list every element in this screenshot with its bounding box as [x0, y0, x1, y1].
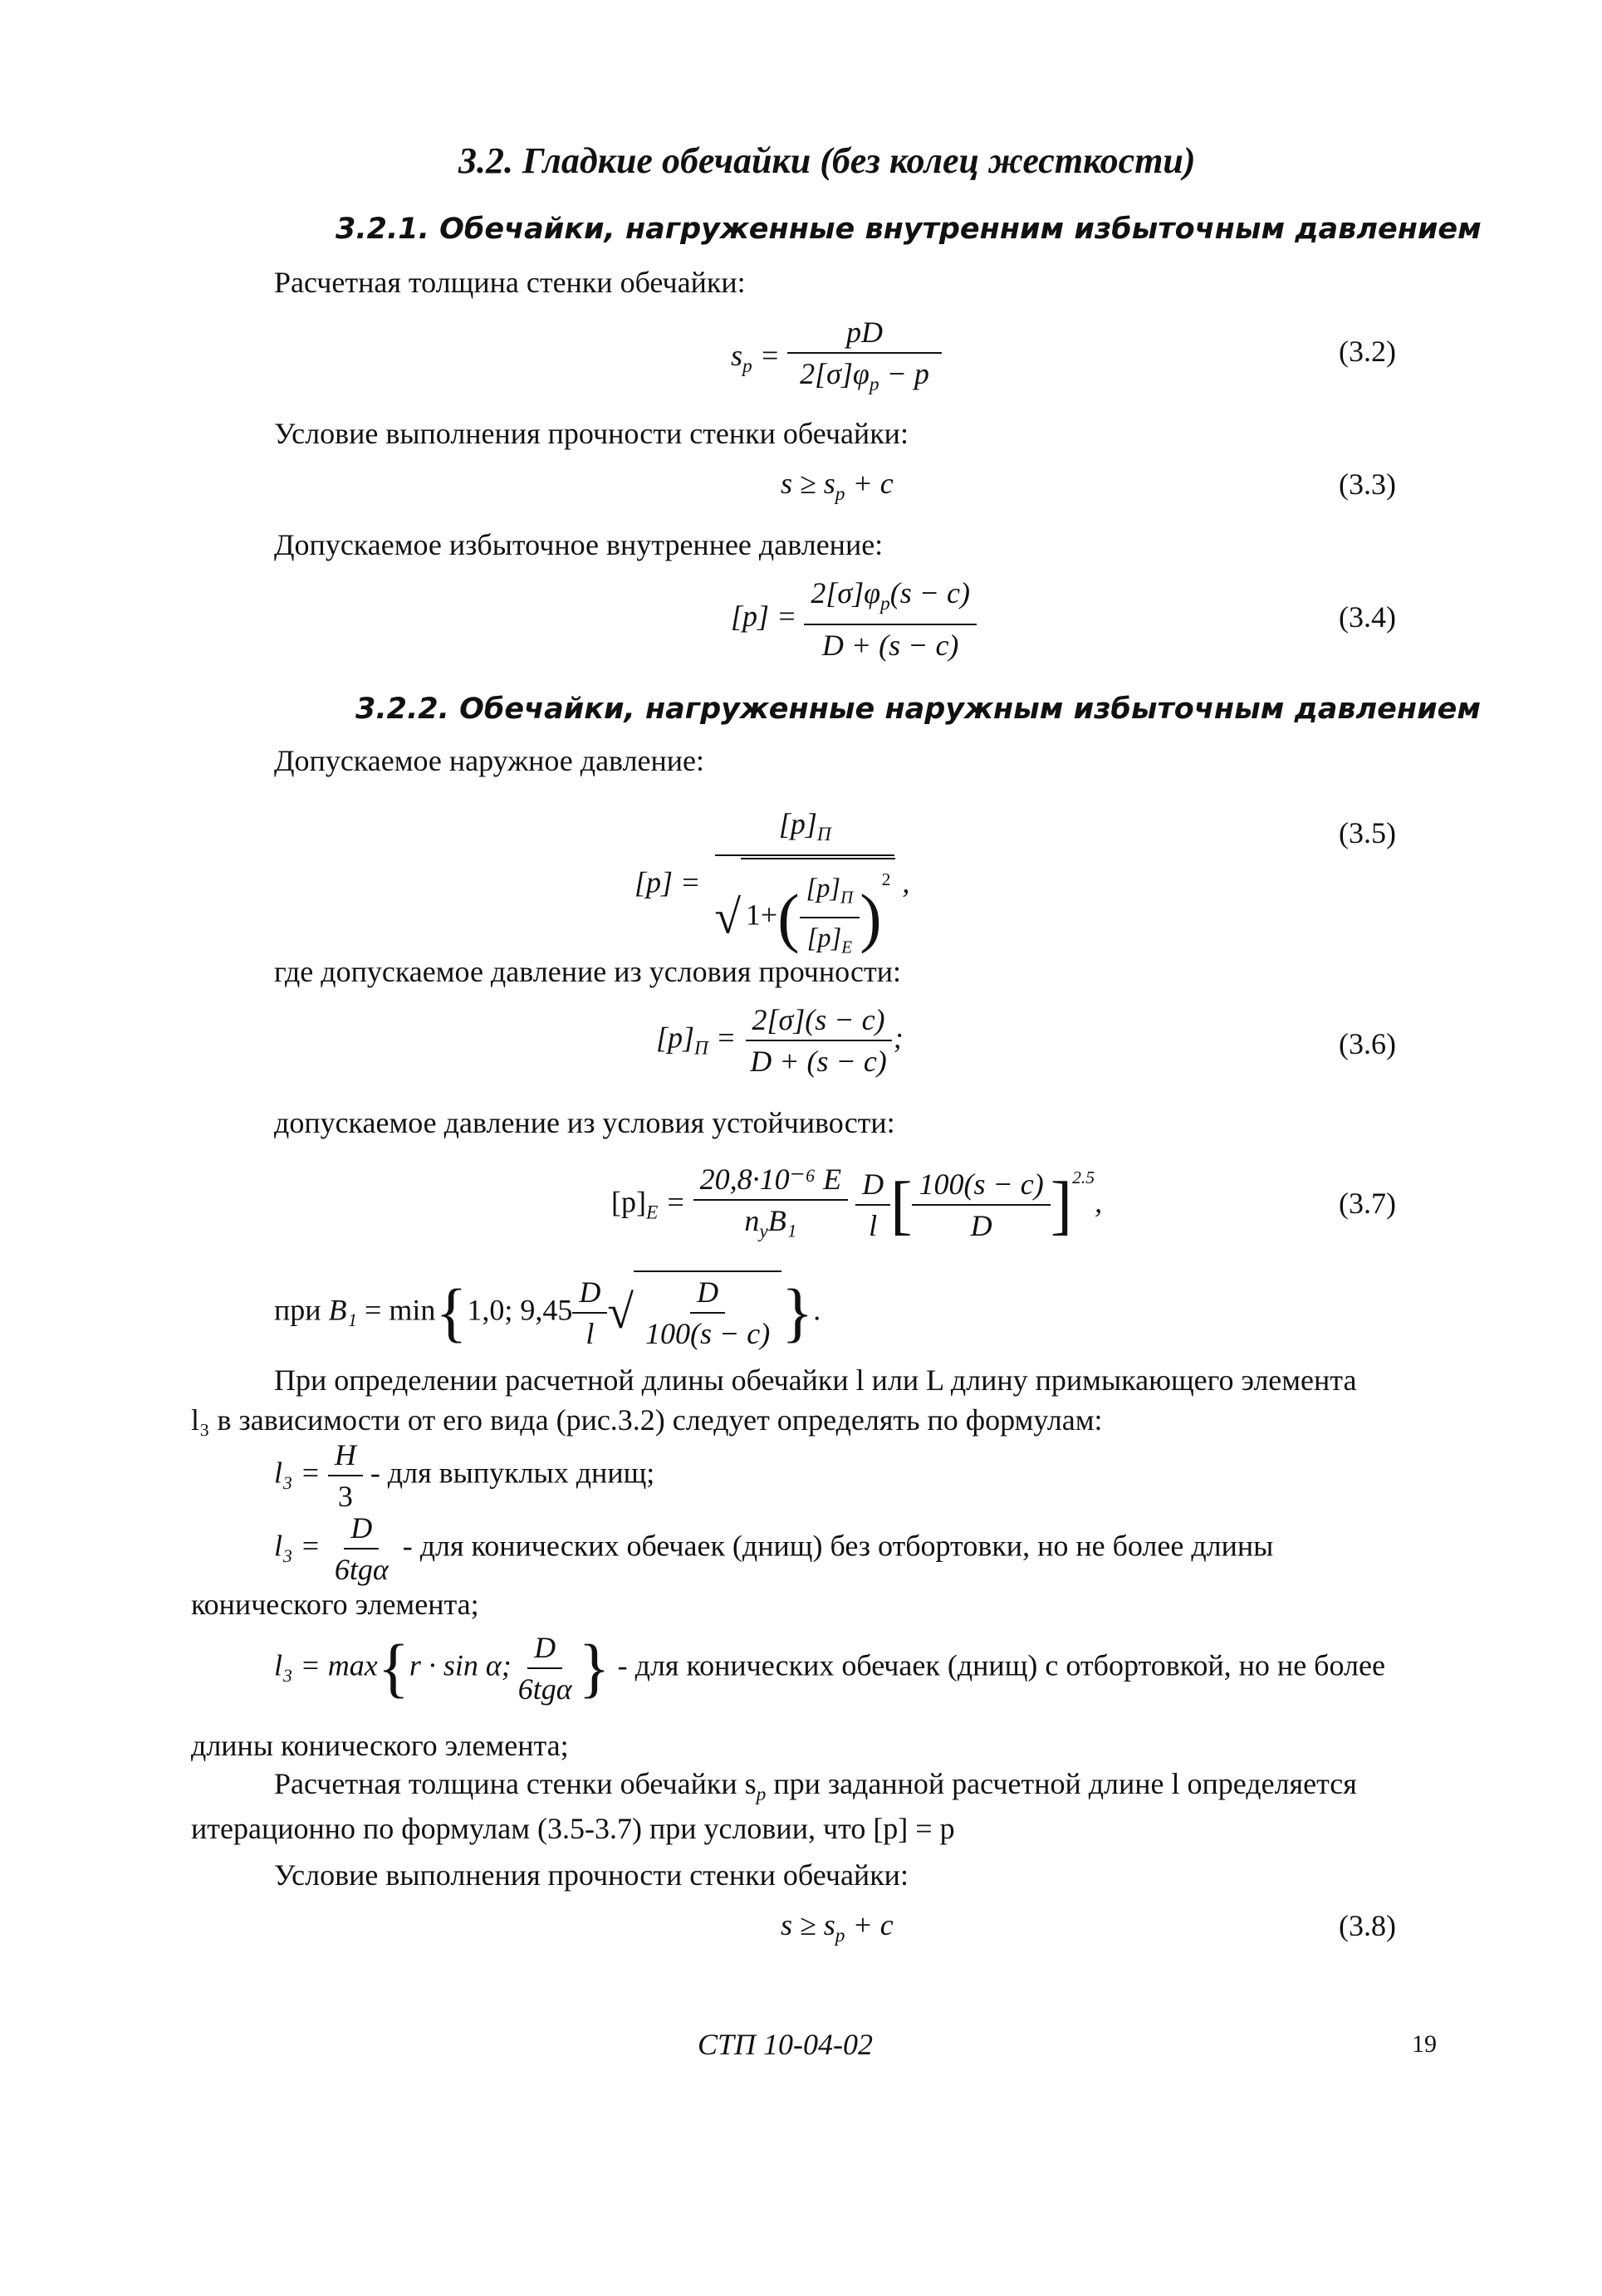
- b1-sqrt: [634, 1270, 781, 1352]
- eq-3-2-lhs: s: [731, 338, 743, 372]
- eq-3-7-den1-sub: y: [759, 1220, 768, 1242]
- l3-flanged-text: - для конических обечаек (днищ) с отбортовкой, но не более: [610, 1648, 1385, 1682]
- subsection-title-external: 3.2.2. Обечайки, нагруженные наружным избыточным давлением: [355, 693, 1481, 726]
- l3-convex: [274, 1437, 654, 1515]
- eq-3-4-num-sub: p: [880, 593, 890, 615]
- eq-3-2-lhs-sub: p: [742, 355, 752, 378]
- eq-3-3-lhs-sub: p: [835, 483, 845, 506]
- l3-flanged: [274, 1629, 1385, 1707]
- l3-convex-num: H: [328, 1437, 363, 1476]
- l3-conical-num: D: [344, 1510, 379, 1549]
- eq-3-7-num1: 20,8·10⁻⁶ E: [693, 1161, 849, 1201]
- para-iteration-line-1: [274, 1765, 1357, 1813]
- eq-3-5-one: 1+: [745, 898, 778, 932]
- eq-3-7-num3: 100(s − c): [912, 1166, 1050, 1206]
- equation-3-6: [656, 1001, 904, 1079]
- l3-flanged-lhs: l₃ = max: [274, 1648, 378, 1682]
- bracket-open-icon: [: [890, 1168, 913, 1242]
- l3-flanged-den: 6tgα: [517, 1672, 572, 1706]
- b1-frac-den: l: [585, 1317, 595, 1350]
- eq-3-5-power: 2: [881, 869, 891, 890]
- text-strength-condition: Условие выполнения прочности стенки обечайки:: [274, 417, 909, 450]
- paren-close-icon: ): [860, 881, 882, 955]
- eq-3-3-lhs: s ≥ s: [781, 467, 835, 500]
- equation-number-3-6: (3.6): [1339, 1027, 1396, 1060]
- eq-3-7-fraction-3: [912, 1166, 1050, 1244]
- text-internal-pressure: Допускаемое избыточное внутреннее давление:: [274, 528, 884, 561]
- eq-3-6-den: D + (s − c): [750, 1045, 887, 1078]
- eq-3-7-power: 2.5: [1072, 1168, 1095, 1187]
- sqrt-icon: √: [607, 1286, 634, 1339]
- text-conical-element-2: длины конического элемента;: [191, 1729, 569, 1762]
- equation-number-3-5: (3.5): [1339, 816, 1396, 849]
- text-stability: допускаемое давление из условия устойчивости:: [274, 1106, 895, 1139]
- eq-3-5-inner-den: [p]: [806, 923, 842, 954]
- para-length-line-2: l₃ в зависимости от его вида (рис.3.2) следует определять по формулам:: [191, 1403, 1103, 1437]
- eq-3-4-den: D + (s − c): [821, 629, 959, 663]
- eq-3-5-num-sub: П: [816, 824, 831, 846]
- text-strength-condition-2: Условие выполнения прочности стенки обечайки:: [274, 1858, 909, 1892]
- page-number: 19: [1412, 2030, 1437, 2058]
- eq-3-5-num: [p]: [778, 807, 817, 840]
- eq-3-5-inner-num-sub: П: [840, 887, 854, 908]
- eq-3-7-den3: D: [970, 1209, 992, 1243]
- eq-3-2-numerator: pD: [787, 314, 942, 354]
- eq-3-7-den1: n: [744, 1203, 760, 1237]
- eq-3-2-den-sub: p: [869, 374, 879, 396]
- footer-document-code: СТП 10-04-02: [698, 2028, 874, 2061]
- b1-body: 1,0; 9,45: [467, 1293, 573, 1327]
- sqrt-icon: √: [714, 891, 741, 944]
- eq-3-2-den: 2[σ]φ: [800, 357, 870, 390]
- para-iter-1-tail: при заданной расчетной длине l определяется: [766, 1767, 1357, 1800]
- eq-3-2-den-tail: − p: [879, 357, 929, 390]
- l3-flanged-body: r · sin α;: [409, 1648, 512, 1682]
- l3-flanged-num: D: [527, 1629, 562, 1669]
- eq-3-7-lhs-sub: E: [645, 1202, 659, 1224]
- eq-3-5-fraction: [708, 805, 902, 966]
- brace-open-icon: {: [435, 1276, 468, 1349]
- b1-prefix: при: [274, 1293, 329, 1327]
- eq-3-6-tail: ;: [893, 1021, 904, 1055]
- equation-number-3-3: (3.3): [1339, 468, 1396, 501]
- eq-3-7-den2: l: [869, 1209, 878, 1243]
- text-external-pressure: Допускаемое наружное давление:: [274, 744, 705, 777]
- equation-3-7: [611, 1159, 1102, 1250]
- b1-min: = min: [357, 1293, 436, 1327]
- eq-3-2-fraction: [787, 314, 942, 403]
- para-length-line-1: При определении расчетной длины обечайки l или L длину примыкающего элемента: [274, 1363, 1357, 1397]
- equation-3-2: [731, 314, 942, 403]
- l3-conical: [274, 1510, 1273, 1588]
- eq-3-4-fraction: [804, 575, 977, 663]
- equation-3-4: [731, 575, 977, 663]
- l3-convex-lhs: l₃ =: [274, 1456, 328, 1490]
- eq-3-7-fraction-2: [855, 1166, 890, 1244]
- paren-open-icon: (: [777, 881, 800, 955]
- eq-3-8-lhs-sub: p: [835, 1925, 845, 1947]
- eq-3-5-inner-den-sub: E: [841, 937, 853, 957]
- eq-3-6-fraction: [743, 1001, 894, 1079]
- eq-3-5-sqrt: [741, 858, 895, 966]
- eq-3-2-equals: =: [752, 338, 788, 372]
- eq-3-5-lhs: [p] =: [634, 865, 708, 899]
- equation-number-3-2: (3.2): [1339, 335, 1396, 368]
- eq-3-8-lhs: s ≥ s: [781, 1908, 835, 1941]
- equation-3-5: [634, 805, 909, 966]
- text-conical-element-1: конического элемента;: [191, 1588, 479, 1621]
- eq-3-7-num2: D: [855, 1166, 890, 1206]
- eq-3-6-lhs: [p]: [656, 1021, 695, 1055]
- b1-fraction: [572, 1274, 607, 1352]
- l3-conical-text: - для конических обечаек (днищ) без отбортовки, но не более длины: [394, 1529, 1274, 1563]
- equation-number-3-8: (3.8): [1339, 1909, 1396, 1942]
- equation-3-3: [781, 465, 894, 512]
- eq-3-4-num: 2[σ]φ: [811, 576, 881, 609]
- eq-3-5-tail: ,: [902, 865, 910, 899]
- b1-variable: B₁: [328, 1293, 358, 1327]
- bracket-close-icon: ]: [1050, 1168, 1073, 1242]
- b1-tail: .: [813, 1293, 821, 1327]
- eq-3-3-tail: + c: [845, 467, 894, 500]
- l3-convex-den: 3: [337, 1480, 353, 1513]
- eq-3-8-tail: + c: [845, 1908, 894, 1941]
- eq-3-4-num-tail: (s − c): [889, 576, 970, 609]
- para-iteration-line-2: итерационно по формулам (3.5-3.7) при условии, что [p] = p: [191, 1812, 955, 1845]
- b1-sqrt-den: 100(s − c): [645, 1317, 771, 1350]
- eq-3-7-fraction-1: [693, 1161, 849, 1250]
- eq-3-7-tail: ,: [1095, 1185, 1103, 1219]
- l3-conical-lhs: l₃ =: [274, 1529, 328, 1563]
- text-wall-thickness: Расчетная толщина стенки обечайки:: [274, 266, 746, 299]
- l3-convex-text: - для выпуклых днищ;: [362, 1456, 655, 1490]
- subsection-title-internal: 3.2.1. Обечайки, нагруженные внутренним избыточным давлением: [336, 213, 1482, 246]
- eq-3-7-equals: =: [658, 1185, 693, 1219]
- b1-sqrt-num: D: [690, 1274, 725, 1314]
- l3-conical-den: 6tgα: [334, 1553, 389, 1586]
- para-iter-1-sub: p: [756, 1784, 767, 1806]
- brace-close-icon: }: [781, 1276, 814, 1349]
- eq-3-7-den1-tail: B₁: [767, 1203, 797, 1237]
- eq-3-6-equals: =: [708, 1021, 744, 1055]
- brace-open-icon: {: [377, 1632, 409, 1705]
- equation-3-8: [781, 1907, 894, 1954]
- eq-3-6-num: 2[σ](s − c): [746, 1001, 892, 1041]
- b1-frac-num: D: [572, 1274, 607, 1314]
- eq-3-6-lhs-sub: П: [694, 1037, 708, 1060]
- section-title: 3.2. Гладкие обечайки (без колец жесткости): [458, 140, 1196, 181]
- eq-3-5-inner-num: [p]: [806, 874, 841, 904]
- equation-number-3-7: (3.7): [1339, 1187, 1396, 1220]
- text-where-strength: где допускаемое давление из условия прочности:: [274, 955, 902, 988]
- eq-3-4-lhs: [p] =: [731, 599, 805, 633]
- brace-close-icon: }: [578, 1632, 610, 1705]
- equation-number-3-4: (3.4): [1339, 600, 1396, 634]
- eq-3-7-lhs: [p]: [611, 1185, 646, 1219]
- b1-definition: [274, 1270, 821, 1352]
- para-iter-1-text: Расчетная толщина стенки обечайки s: [274, 1767, 757, 1800]
